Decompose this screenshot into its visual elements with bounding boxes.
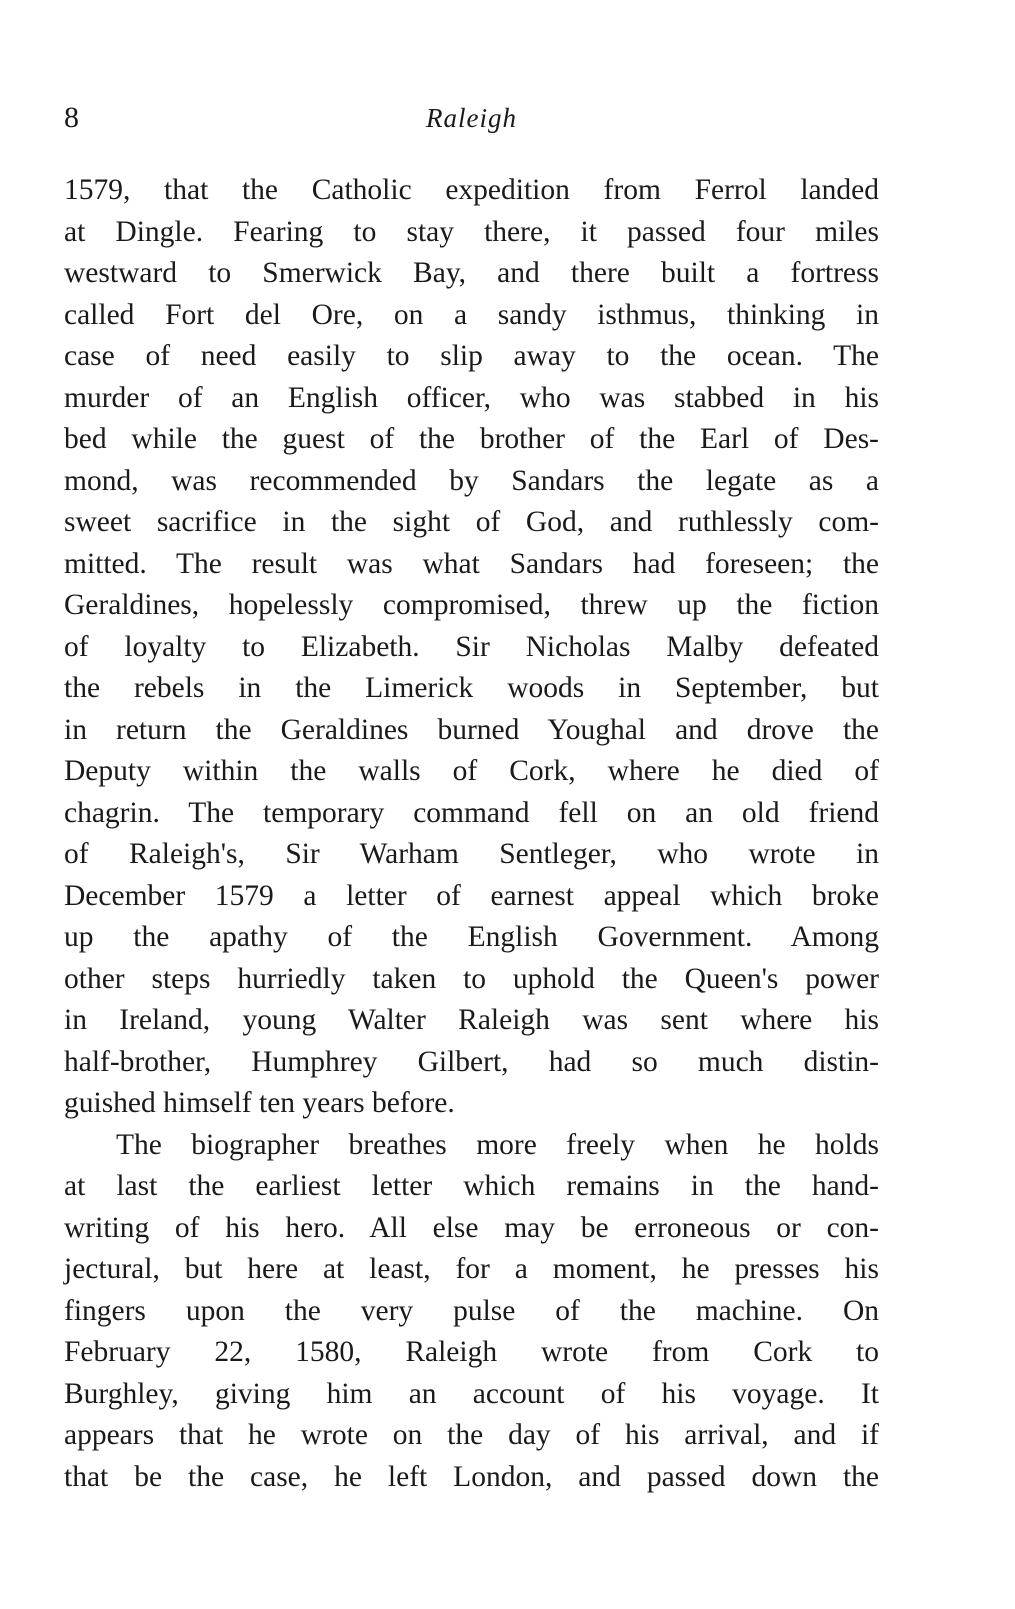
text-line: appears that he wrote on the day of his arrival, and if (64, 1419, 879, 1451)
text-line: February 22, 1580, Raleigh wrote from Cork to (64, 1336, 879, 1368)
text-line: Geraldines, hopelessly compromised, threw up the fiction (64, 589, 879, 621)
text-line: in Ireland, young Walter Raleigh was sent where his (64, 1004, 879, 1036)
page-header (64, 96, 879, 140)
text-line: westward to Smerwick Bay, and there built a fortress (64, 257, 879, 289)
text-line: Deputy within the walls of Cork, where he died of (64, 755, 879, 787)
text-line: other steps hurriedly taken to uphold the Queen's power (64, 962, 879, 995)
text-line: Burghley, giving him an account of his voyage. It (64, 1377, 879, 1410)
text-line: called Fort del Ore, on a sandy isthmus, thinking in (64, 298, 879, 331)
text-line: fingers upon the very pulse of the machine. On (64, 1294, 879, 1327)
text-line: that be the case, he left London, and passed down the (64, 1460, 879, 1493)
text-line: in return the Geraldines burned Youghal and drove the (64, 713, 879, 746)
paragraph-end-line: guished himself ten years before. (64, 1087, 455, 1119)
text-line: mond, was recommended by Sandars the legate as a (64, 464, 879, 497)
text-line: at Dingle. Fearing to stay there, it passed four miles (64, 215, 879, 248)
text-line: the rebels in the Limerick woods in September, but (64, 672, 879, 704)
running-head: Raleigh (426, 103, 517, 133)
text-line: murder of an English officer, who was stabbed in his (64, 381, 879, 414)
text-line: half-brother, Humphrey Gilbert, had so much distin- (64, 1045, 879, 1078)
text-line: up the apathy of the English Government. Among (64, 921, 879, 953)
text-line: jectural, but here at least, for a moment, he presses his (64, 1253, 879, 1285)
text-line: of Raleigh's, Sir Warham Sentleger, who wrote in (64, 838, 879, 870)
paragraph-start-line: The biographer breathes more freely when he holds (116, 1128, 879, 1161)
body-text (64, 170, 879, 1498)
text-line: December 1579 a letter of earnest appeal which broke (64, 879, 879, 912)
text-line: of loyalty to Elizabeth. Sir Nicholas Malby defeated (64, 630, 879, 663)
text-line: chagrin. The temporary command fell on an old friend (64, 796, 879, 829)
text-line: sweet sacrifice in the sight of God, and ruthlessly com- (64, 506, 879, 538)
text-line: mitted. The result was what Sandars had foreseen; the (64, 547, 879, 580)
page-number: 8 (64, 101, 79, 134)
text-line: 1579, that the Catholic expedition from Ferrol landed (64, 174, 879, 206)
text-line: writing of his hero. All else may be erroneous or con- (64, 1211, 879, 1244)
text-line: at last the earliest letter which remains in the hand- (64, 1170, 879, 1202)
text-line: bed while the guest of the brother of the Earl of Des- (64, 423, 879, 455)
text-line: case of need easily to slip away to the ocean. The (64, 340, 879, 372)
